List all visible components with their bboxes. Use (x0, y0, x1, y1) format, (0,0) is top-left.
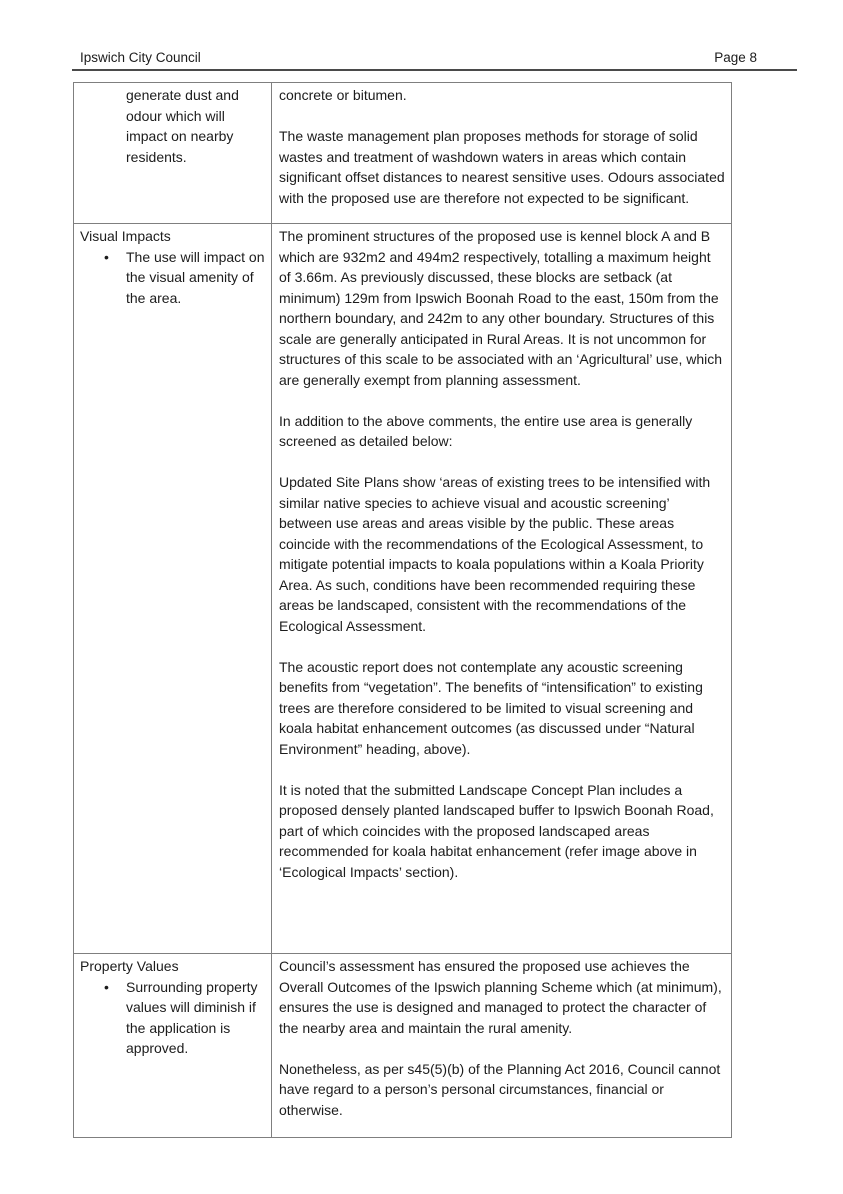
bullet-item (80, 977, 267, 1059)
paragraph: concrete or bitumen. (279, 87, 407, 103)
issue-heading: Property Values (80, 958, 179, 974)
response-cell (272, 954, 731, 1137)
table-row (74, 83, 731, 223)
page-header (72, 49, 797, 71)
paragraph: Nonetheless, as per s45(5)(b) of the Planning Act 2016, Council cannot have regard to a person’s personal circumstances, financial or otherwise. (279, 1060, 721, 1118)
paragraph: The acoustic report does not contemplate any acoustic screening benefits from “vegetation”. The benefits of “intensification” to existing trees are therefore considered to be limited to visual screening and koala habitat enhancement outcomes (as discussed under “Natural Environment” heading, above). (279, 658, 703, 757)
bullet-icon: • (104, 248, 109, 265)
table-row (74, 953, 731, 1137)
issue-continuation-text: generate dust and odour which will impact on nearby residents. (126, 87, 239, 165)
issue-bullet-list (80, 977, 267, 1059)
paragraph: It is noted that the submitted Landscape Concept Plan includes a proposed densely planted landscaped buffer to Ipswich Boonah Road, part of which coincides with the proposed landscaped areas recommended for koala habitat enhancement (refer image above in ‘Ecological Impacts’ section). (279, 781, 714, 880)
issue-label-cell (74, 224, 272, 953)
table-row (74, 223, 731, 953)
paragraph: Updated Site Plans show ‘areas of existing trees to be intensified with similar native species to achieve visual and acoustic screening’ between use areas and areas visible by the public. These areas coincide with the recommendations of the Ecological Assessment, to mitigate potential impacts to koala populations within a Koala Priority Area. As such, conditions have been recommended requiring these areas be landscaped, consistent with the recommendations of the Ecological Assessment. (279, 474, 711, 634)
issue-label-cell (74, 83, 272, 223)
header-page-number: Page 8 (714, 50, 757, 65)
assessment-table (73, 82, 732, 1138)
paragraph: The prominent structures of the proposed use is kennel block A and B which are 932m2 and 494m2 respectively, totalling a maximum height of 3.66m. As previously discussed, these blocks are setback (at minimum) 129m from Ipswich Boonah Road to the east, 150m from the northern boundary, and 242m to any other boundary. Structures of this scale are generally anticipated in Rural Areas. It is not uncommon for structures of this scale to be associated with an ‘Agricultural’ use, which are generally exempt from planning assessment. (279, 228, 723, 388)
bullet-icon: • (104, 978, 109, 995)
bullet-text: Surrounding property values will diminish if the application is approved. (126, 978, 258, 1056)
issue-bullet-list (80, 247, 267, 309)
bullet-text: The use will impact on the visual amenity of the area. (126, 248, 265, 306)
response-cell (272, 83, 731, 223)
bullet-item (80, 247, 267, 309)
paragraph: Council’s assessment has ensured the proposed use achieves the Overall Outcomes of the Ipswich planning Scheme which (at minimum), ensures the use is designed and managed to protect the character of the nearby area and maintain the rural amenity. (279, 958, 722, 1036)
paragraph: The waste management plan proposes methods for storage of solid wastes and treatment of washdown waters in areas which contain significant offset distances to nearest sensitive uses. Odours associated with the proposed use are therefore not expected to be significant. (279, 128, 725, 206)
issue-label-cell (74, 954, 272, 1137)
issue-heading: Visual Impacts (80, 228, 171, 244)
response-cell (272, 224, 731, 953)
paragraph: In addition to the above comments, the entire use area is generally screened as detailed below: (279, 412, 693, 449)
header-title: Ipswich City Council (80, 50, 201, 65)
